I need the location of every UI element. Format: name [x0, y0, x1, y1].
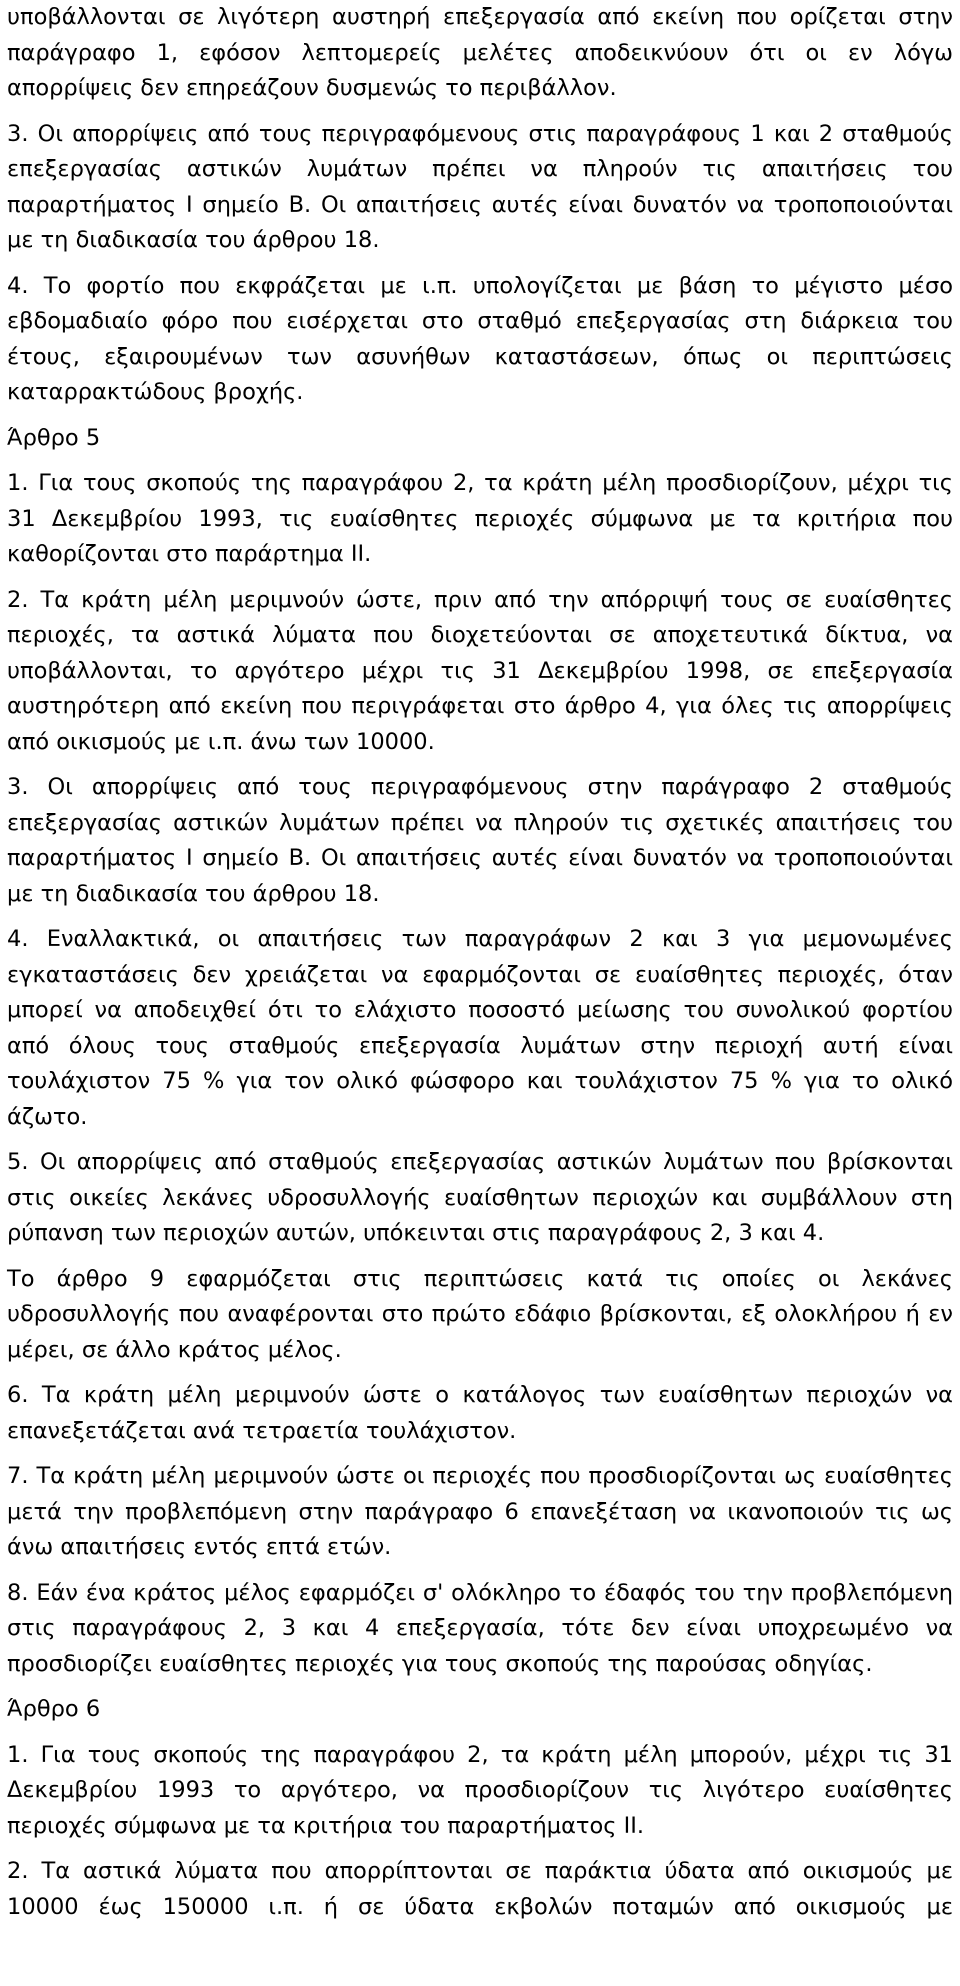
- paragraph: υποβάλλονται σε λιγότερη αυστηρή επεξεργασία από εκείνη που ορίζεται στην παράγραφο 1, εφόσον λεπτομερείς μελέτες αποδεικνύουν ότι οι εν λόγω απορρίψεις δεν επηρεάζουν δυσμενώς το περιβάλλον.: [7, 4, 953, 101]
- paragraph: 1. Για τους σκοπούς της παραγράφου 2, τα κράτη μέλη προσδιορίζουν, μέχρι τις 31 Δεκεμβρίου 1993, τις ευαίσθητες περιοχές σύμφωνα με τα κριτήρια που καθορίζονται στο παράρτημα ΙΙ.: [7, 470, 953, 567]
- paragraph: 2. Τα κράτη μέλη μεριμνούν ώστε, πριν από την απόρριψή τους σε ευαίσθητες περιοχές, τα αστικά λύματα που διοχετεύονται σε αποχετευτικά δίκτυα, να υποβάλλονται, το αργότερο μέχρι τις 31 Δεκεμβρίου 1998, σε επεξεργασία αυστηρότερη από εκείνη που περιγράφεται στο άρθρο 4, για όλες τις απορρίψεις από οικισμούς με ι.π. άνω των 10000.: [7, 586, 953, 755]
- document-body: [7, 0, 953, 1935]
- paragraph: 4. Το φορτίο που εκφράζεται με ι.π. υπολογίζεται με βάση το μέγιστο μέσο εβδομαδιαίο φόρο που εισέρχεται στο σταθμό επεξεργασίας στη διάρκεια του έτους, εξαιρουμένων των ασυνήθων καταστάσεων, όπως οι περιπτώσεις καταρρακτώδους βροχής.: [7, 272, 953, 405]
- paragraph: 5. Οι απορρίψεις από σταθμούς επεξεργασίας αστικών λυμάτων που βρίσκονται στις οικείες λεκάνες υδροσυλλογής ευαίσθητων περιοχών και συμβάλλουν στη ρύπανση των περιοχών αυτών, υπόκεινται στις παραγράφους 2, 3 και 4.: [7, 1149, 953, 1246]
- paragraph: 1. Για τους σκοπούς της παραγράφου 2, τα κράτη μέλη μπορούν, μέχρι τις 31 Δεκεμβρίου 1993 το αργότερο, να προσδιορίζουν τις λιγότερο ευαίσθητες περιοχές σύμφωνα με τα κριτήρια του παραρτήματος ΙΙ.: [7, 1741, 953, 1839]
- paragraph: 6. Τα κράτη μέλη μεριμνούν ώστε ο κατάλογος των ευαίσθητων περιοχών να επανεξετάζεται ανά τετραετία τουλάχιστον.: [7, 1382, 953, 1444]
- paragraph: 2. Τα αστικά λύματα που απορρίπτονται σε παράκτια ύδατα από οικισμούς με 10000 έως 150000 ι.π. ή σε ύδατα εκβολών ποταμών από οικισμούς με: [7, 1858, 953, 1920]
- paragraph: 8. Εάν ένα κράτος μέλος εφαρμόζει σ' ολόκληρο το έδαφός του την προβλεπόμενη στις παραγράφους 2, 3 και 4 επεξεργασία, τότε δεν είναι υποχρεωμένο να προσδιορίζει ευαίσθητες περιοχές για τους σκοπούς της παρούσας οδηγίας.: [7, 1579, 953, 1677]
- paragraph: Το άρθρο 9 εφαρμόζεται στις περιπτώσεις κατά τις οποίες οι λεκάνες υδροσυλλογής που αναφέρονται στο πρώτο εδάφιο βρίσκονται, εξ ολοκλήρου ή εν μέρει, σε άλλο κράτος μέλος.: [7, 1265, 953, 1363]
- paragraph: 4. Εναλλακτικά, οι απαιτήσεις των παραγράφων 2 και 3 για μεμονωμένες εγκαταστάσεις δεν χρειάζεται να εφαρμόζονται σε ευαίσθητες περιοχές, όταν μπορεί να αποδειχθεί ότι το ελάχιστο ποσοστό μείωσης του συνολικού φορτίου από όλους τους σταθμούς επεξεργασία λυμάτων στην περιοχή αυτή είναι τουλάχιστον 75 % για τον ολικό φώσφορο και τουλάχιστον 75 % για το ολικό άζωτο.: [7, 926, 953, 1130]
- paragraph: 3. Οι απορρίψεις από τους περιγραφόμενους στην παράγραφο 2 σταθμούς επεξεργασίας αστικών λυμάτων πρέπει να πληρούν τις σχετικές απαιτήσεις του παραρτήματος Ι σημείο Β. Οι απαιτήσεις αυτές είναι δυνατόν να τροποποιούνται με τη διαδικασία του άρθρου 18.: [7, 774, 953, 907]
- article-heading: Άρθρο 6: [7, 1696, 101, 1722]
- paragraph: 7. Τα κράτη μέλη μεριμνούν ώστε οι περιοχές που προσδιορίζονται ως ευαίσθητες μετά την προβλεπόμενη στην παράγραφο 6 επανεξέταση να ικανοποιούν τις ως άνω απαιτήσεις εντός επτά ετών.: [7, 1463, 953, 1560]
- paragraph: 3. Οι απορρίψεις από τους περιγραφόμενους στις παραγράφους 1 και 2 σταθμούς επεξεργασίας αστικών λυμάτων πρέπει να πληρούν τις απαιτήσεις του παραρτήματος Ι σημείο Β. Οι απαιτήσεις αυτές είναι δυνατόν να τροποποιούνται με τη διαδικασία του άρθρου 18.: [7, 120, 953, 253]
- article-heading: Άρθρο 5: [7, 424, 101, 451]
